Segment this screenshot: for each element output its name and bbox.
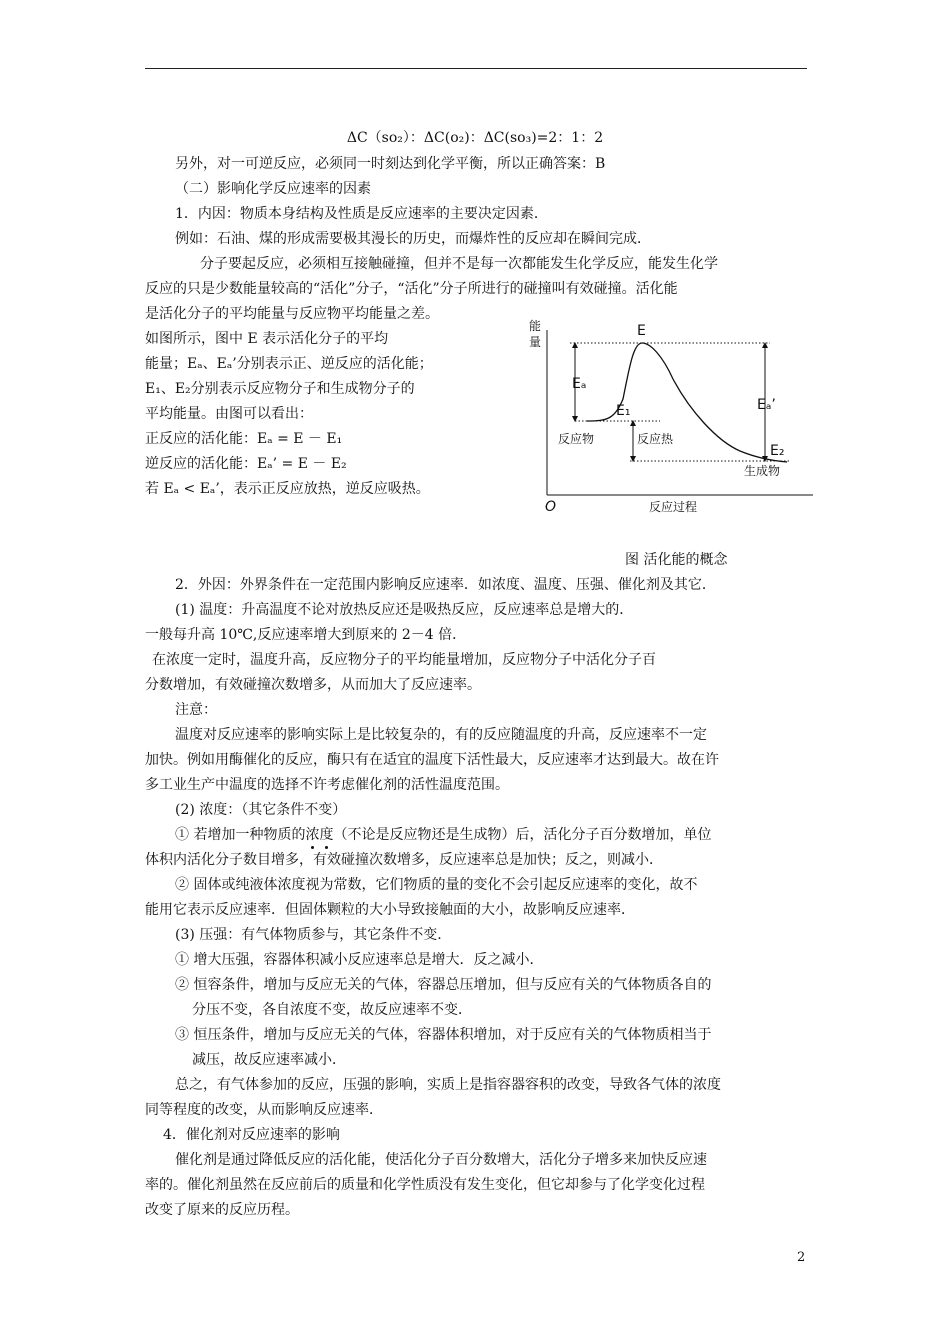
note-label: 注意： <box>175 702 217 718</box>
catalyst-line-2: 率的。催化剂虽然在反应前后的质量和化学性质没有发生变化，但它却参与了化学变化过程 <box>145 1177 705 1193</box>
forward-activation-energy: 正反应的活化能：Eₐ = E － E₁ <box>145 431 343 447</box>
figure-desc-1: 如图所示，图中 E 表示活化分子的平均 <box>145 331 389 347</box>
concentration-point-1: ① 若增加一种物质的浓度（不论是反应物还是生成物）后，活化分子百分数增加，单位 <box>175 827 712 843</box>
catalyst-line-3: 改变了原来的反应历程。 <box>145 1202 299 1218</box>
label-e: E <box>637 323 646 339</box>
summary-line-1: 总之，有气体参加的反应，压强的影响，实质上是指容器容积的改变，导致各气体的浓度 <box>175 1077 721 1093</box>
concentration-point-1-cont: 体积内活化分子数目增多，有效碰撞次数增多，反应速率总是加快；反之，则减小． <box>145 852 663 868</box>
pressure-point-2: ② 恒容条件，增加与反应无关的气体，容器总压增加，但与反应有关的气体物质各自的 <box>175 977 712 993</box>
pressure-point-3-cont: 减压，故反应速率减小． <box>192 1052 346 1068</box>
collision-line-2: 反应的只是少数能量较高的“活化”分子，“活化”分子所进行的碰撞叫有效碰撞。活化能 <box>145 281 678 297</box>
activation-energy-diagram <box>525 315 815 525</box>
label-ea-rev: Eₐ’ <box>757 397 776 413</box>
internal-factor: 1．内因：物质本身结构及性质是反应速率的主要决定因素． <box>175 206 548 222</box>
concentration-point-2: ② 固体或纯液体浓度视为常数，它们物质的量的变化不会引起反应速率的变化，故不 <box>175 877 698 893</box>
temperature-explain-1: 在浓度一定时，温度升高，反应物分子的平均能量增加，反应物分子中活化分子百 <box>152 652 656 668</box>
page-number: 2 <box>797 1250 806 1265</box>
external-factors: 2．外因：外界条件在一定范围内影响反应速率．如浓度、温度、压强、催化剂及其它． <box>175 577 716 593</box>
pressure-point-1: ① 增大压强，容器体积减小反应速率总是增大．反之减小． <box>175 952 544 968</box>
x-axis-label: 反应过程 <box>649 500 698 514</box>
y-axis-label-2: 量 <box>529 335 542 349</box>
label-ea: Eₐ <box>572 376 587 392</box>
temperature-rule: 一般每升高 10℃,反应速率增大到原来的 2－4 倍． <box>145 627 467 643</box>
temperature-heading: (1) 温度：升高温度不论对放热反应还是吸热反应，反应速率总是增大的． <box>175 602 634 618</box>
note-line-2: 加快。例如用酶催化的反应，酶只有在适宜的温度下活性最大，反应速率才达到最大。故在许 <box>145 752 719 768</box>
figure-caption: 图 活化能的概念 <box>625 552 728 568</box>
answer-line: 另外，对一可逆反应，必须同一时刻达到化学平衡，所以正确答案：B <box>175 156 606 172</box>
label-e2: E₂ <box>770 443 785 459</box>
equation-ratio: ΔC（so₂）：ΔC(o₂)：ΔC(so₃)=2：1：2 <box>346 130 604 146</box>
temperature-explain-2: 分数增加，有效碰撞次数增多，从而加大了反应速率。 <box>145 677 481 693</box>
internal-example: 例如：石油、煤的形成需要极其漫长的历史，而爆炸性的反应却在瞬间完成． <box>175 231 651 247</box>
label-e1: E₁ <box>616 403 631 419</box>
y-axis-label-1: 能 <box>529 319 542 333</box>
summary-line-2: 同等程度的改变，从而影响反应速率． <box>145 1102 383 1118</box>
pressure-point-3: ③ 恒压条件，增加与反应无关的气体，容器体积增加，对于反应有关的气体物质相当于 <box>175 1027 712 1043</box>
label-reactant: 反应物 <box>558 432 595 446</box>
label-heat: 反应热 <box>637 432 674 446</box>
exothermic-condition: 若 Eₐ < Eₐ’，表示正反应放热，逆反应吸热。 <box>145 481 430 497</box>
figure-desc-4: 平均能量。由图可以看出： <box>145 406 313 422</box>
section-heading: （二）影响化学反应速率的因素 <box>175 181 371 197</box>
note-line-1: 温度对反应速率的影响实际上是比较复杂的，有的反应随温度的升高，反应速率不一定 <box>175 727 707 743</box>
catalyst-heading: 4．催化剂对反应速率的影响 <box>163 1127 340 1143</box>
concentration-point-2-cont: 能用它表示反应速率．但固体颗粒的大小导致接触面的大小，故影响反应速率． <box>145 902 635 918</box>
figure-desc-2: 能量；Eₐ、Eₐ’分别表示正、逆反应的活化能； <box>145 356 433 372</box>
pressure-heading: (3) 压强：有气体物质参与，其它条件不变. <box>175 927 442 943</box>
reverse-activation-energy: 逆反应的活化能：Eₐ’ = E － E₂ <box>145 456 347 472</box>
header-rule <box>145 68 807 69</box>
origin-label: O <box>545 499 557 515</box>
note-line-3: 多工业生产中温度的选择不许考虑催化剂的活性温度范围。 <box>145 777 509 793</box>
label-product: 生成物 <box>744 464 781 478</box>
collision-line-3: 是活化分子的平均能量与反应物平均能量之差。 <box>145 306 439 322</box>
figure-desc-3: E₁、E₂分别表示反应物分子和生成物分子的 <box>145 381 415 397</box>
collision-line-1: 分子要起反应，必须相互接触碰撞，但并不是每一次都能发生化学反应，能发生化学 <box>200 256 718 272</box>
pressure-point-2-cont: 分压不变，各自浓度不变，故反应速率不变． <box>192 1002 472 1018</box>
catalyst-line-1: 催化剂是通过降低反应的活化能，使活化分子百分数增大，活化分子增多来加快反应速 <box>175 1152 707 1168</box>
concentration-heading: (2) 浓度：（其它条件不变） <box>175 802 347 818</box>
